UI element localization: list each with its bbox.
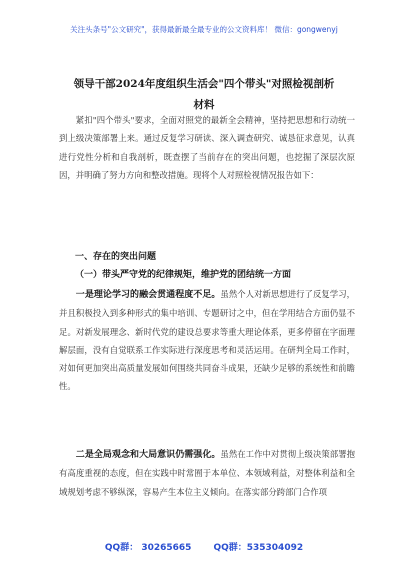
point-lead: 一是理论学习的融会贯通程度不足。 [75, 290, 221, 300]
point-body: 虽然在工作中对贯彻上级决策部署抱有高度重视的态度，但在实践中时常囿于本单位、本领域利益，对整体利益和全域规划考虑不够纵深，容易产生本位主义倾向。在落实部分跨部门合作项 [59, 449, 355, 497]
footer-contact [0, 540, 408, 553]
subsection-heading: （一）带头严守党的纪律规矩，维护党的团结统一方面 [75, 270, 292, 280]
header-note: 关注头条号"公文研究"，获得最新最全最专业的公文资料库！ 微信：gongwenyj [70, 25, 338, 34]
document-title: 领导干部2024年度组织生活会"四个带头"对照检视剖析 [73, 78, 335, 90]
document-title-continued: 材料 [193, 99, 215, 111]
point-lead: 二是全局观念和大局意识仍需强化。 [75, 450, 221, 460]
point-paragraph-1 [59, 285, 355, 396]
point-paragraph-2 [59, 445, 355, 501]
intro-paragraph: 紧扣"四个带头"要求，全面对照党的最新全会精神，坚持把思想和行动统一到上级决策部署上来。通过反复学习研读、深入调查研究、诚恳征求意见，认真进行党性分析和自我剖析，既查摆了当前存在的突出问题，也挖掘了深层次原因，并明确了努力方向和整改措施。现将个人对照检视情况报告如下： [59, 115, 355, 180]
footer-qq-group-1: QQ群： 30265665 [104, 543, 192, 553]
point-body: 虽然个人对新思想进行了反复学习，并且积极投入到多种形式的集中培训、专题研讨之中，但在学用结合方面仍显不足。对新发展理念、新时代党的建设总要求等重大理论体系，更多停留在字面理解层面，没有自觉联系工作实际进行深度思考和灵活运用。在研判全局工作时，对如何更加突出高质量发展如何围绕共同奋斗成果，还缺少足够的系统性和前瞻性。 [59, 289, 355, 392]
footer-qq-group-2: QQ群：535304092 [213, 543, 304, 553]
section-heading: 一、存在的突出问题 [75, 252, 157, 262]
